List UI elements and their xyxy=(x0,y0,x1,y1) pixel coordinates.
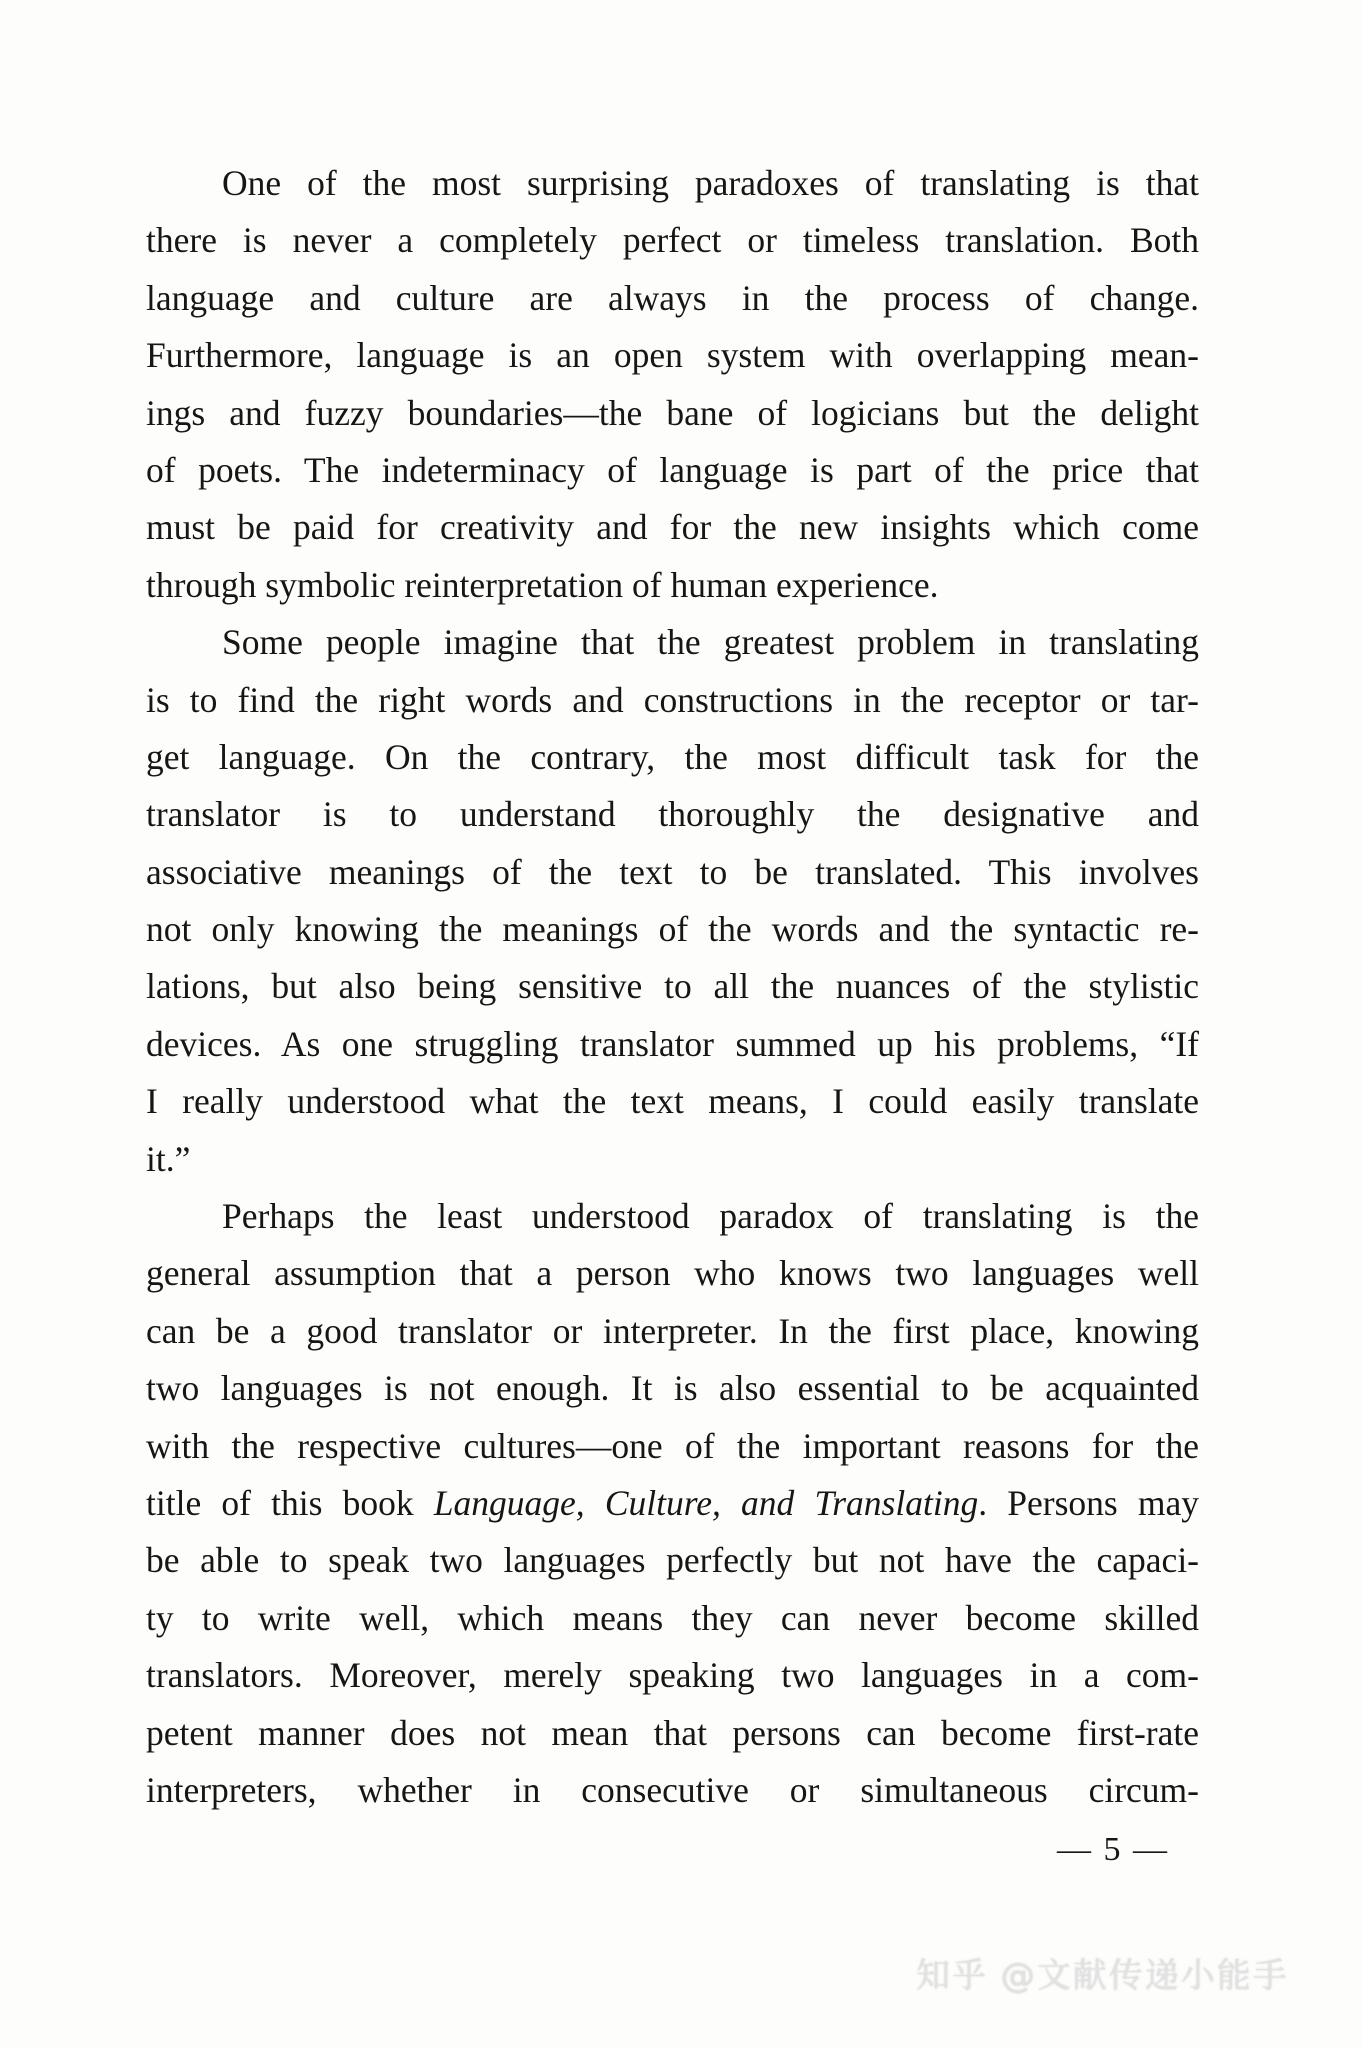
text-line: translators. Moreover, merely speaking two languages in a com- xyxy=(146,1655,1199,1696)
paragraph-3 xyxy=(146,1188,1199,1819)
text-line: Some people imagine that the greatest problem in translating xyxy=(222,622,1199,663)
text-line: Perhaps the least understood paradox of translating is the xyxy=(222,1196,1199,1237)
text-line: lations, but also being sensitive to all the nuances of the stylistic xyxy=(146,966,1199,1007)
text-line: it.” xyxy=(146,1138,191,1179)
text-line: can be a good translator or interpreter. In the first place, knowing xyxy=(146,1310,1199,1351)
watermark: 知乎 @文献传递小能手 xyxy=(916,1956,1289,1996)
text-line: get language. On the contrary, the most difficult task for the xyxy=(146,736,1199,777)
text-line: devices. As one struggling translator summed up his problems, “If xyxy=(146,1023,1199,1064)
book-title: Language, Culture, and Translating xyxy=(433,1482,979,1523)
paragraph-2 xyxy=(146,614,1199,1188)
text-line: there is never a completely perfect or timeless translation. Both xyxy=(146,220,1199,261)
text-fragment: . Persons may xyxy=(978,1482,1199,1523)
text-line: translator is to understand thoroughly the designative and xyxy=(146,794,1199,835)
text-line: ings and fuzzy boundaries—the bane of logicians but the delight xyxy=(146,392,1199,433)
text-line: petent manner does not mean that persons can become first-rate xyxy=(146,1712,1199,1753)
text-line: of poets. The indeterminacy of language is part of the price that xyxy=(146,449,1199,490)
text-line: is to find the right words and constructions in the receptor or tar- xyxy=(146,679,1199,720)
text-line: I really understood what the text means, I could easily translate xyxy=(146,1081,1199,1122)
text-line: language and culture are always in the process of change. xyxy=(146,277,1199,318)
body-text xyxy=(146,155,1199,1819)
text-line: general assumption that a person who knows two languages well xyxy=(146,1253,1199,1294)
text-line: be able to speak two languages perfectly but not have the capaci- xyxy=(146,1540,1199,1581)
text-line: must be paid for creativity and for the new insights which come xyxy=(146,507,1199,548)
page-number: — 5 — xyxy=(1057,1831,1169,1868)
text-line: two languages is not enough. It is also essential to be acquainted xyxy=(146,1368,1199,1409)
text-line: ty to write well, which means they can never become skilled xyxy=(146,1597,1199,1638)
text-line: not only knowing the meanings of the words and the syntactic re- xyxy=(146,909,1199,950)
text-line: through symbolic reinterpretation of human experience. xyxy=(146,564,939,605)
text-line: Furthermore, language is an open system with overlapping mean- xyxy=(146,335,1199,376)
text-line: associative meanings of the text to be translated. This involves xyxy=(146,851,1199,892)
text-line: with the respective cultures—one of the important reasons for the xyxy=(146,1425,1199,1466)
text-line: One of the most surprising paradoxes of translating is that xyxy=(222,163,1199,203)
paragraph-1 xyxy=(146,155,1199,614)
text-fragment: title of this book xyxy=(146,1482,434,1523)
text-line-with-book-title xyxy=(146,1475,1199,1532)
text-line: interpreters, whether in consecutive or simultaneous circum- xyxy=(146,1769,1199,1810)
